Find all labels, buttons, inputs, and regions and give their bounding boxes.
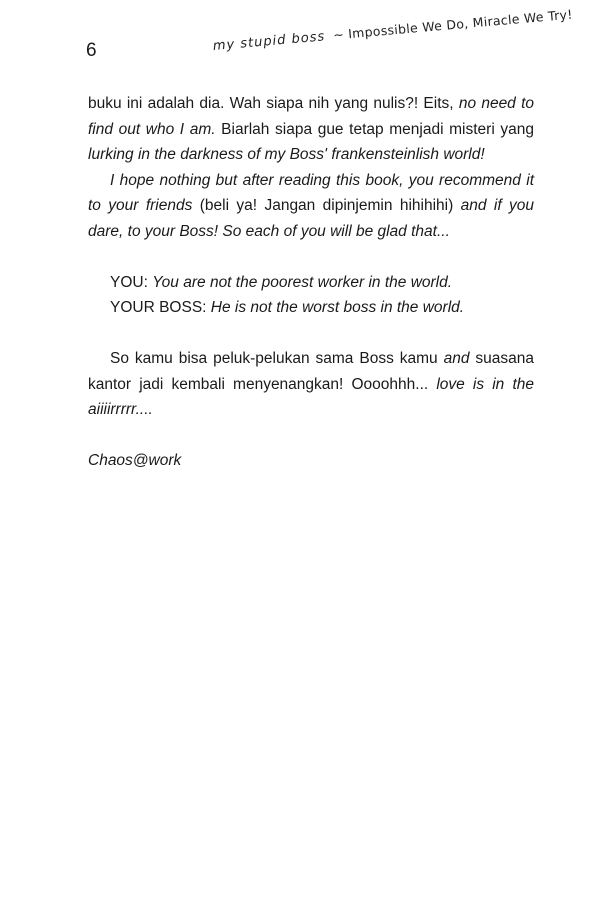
you-label: YOU: bbox=[110, 273, 153, 291]
book-tagline: ~ Impossible We Do, Miracle We Try! bbox=[332, 6, 574, 43]
boss-text: He is not the worst boss in the world. bbox=[210, 299, 465, 316]
paragraph-3-text-1: So kamu bisa peluk-pelukan sama Boss kamu bbox=[110, 350, 444, 367]
paragraph-2-italic-2: and if you dare, to your Boss! So each of you will be glad that... bbox=[88, 197, 534, 240]
dialogue bbox=[88, 270, 534, 321]
paragraph-1-text-1: buku ini adalah dia. Wah siapa nih yang nulis?! Eits, bbox=[88, 95, 459, 112]
paragraph-2-text-1: (beli ya! Jangan dipinjemin hihihihi) bbox=[192, 197, 461, 214]
paragraph-2 bbox=[88, 168, 534, 245]
dialogue-line-boss bbox=[110, 295, 534, 321]
you-text: You are not the poorest worker in the world. bbox=[152, 273, 453, 291]
signature-text: Chaos@work bbox=[88, 452, 182, 469]
boss-label: YOUR BOSS: bbox=[110, 299, 211, 316]
dialogue-line-you bbox=[110, 270, 534, 296]
paragraph-3-italic-1: and bbox=[443, 350, 470, 367]
signature bbox=[88, 448, 534, 474]
body-text bbox=[88, 91, 534, 474]
paragraph-1-italic-2: lurking in the darkness of my Boss' frankensteinlish world! bbox=[88, 146, 485, 163]
paragraph-2-italic-1: I hope nothing but after reading this book, you recommend it to your friends bbox=[88, 171, 534, 214]
paragraph-1-text-2: Biarlah siapa gue tetap menjadi misteri yang bbox=[215, 120, 535, 138]
paragraph-1-italic-1: no need to find out who I am. bbox=[88, 95, 534, 138]
paragraph-3-italic-2: love is in the aiiiirrrrr.... bbox=[88, 375, 534, 418]
paragraph-3-text-2: suasana kantor jadi kembali menyenangkan! Oooohhh... bbox=[88, 350, 534, 393]
page-number: 6 bbox=[86, 40, 97, 61]
paragraph-1 bbox=[88, 91, 534, 168]
running-head bbox=[212, 6, 574, 77]
paragraph-3 bbox=[88, 346, 534, 423]
book-title: my stupid boss bbox=[212, 29, 326, 55]
